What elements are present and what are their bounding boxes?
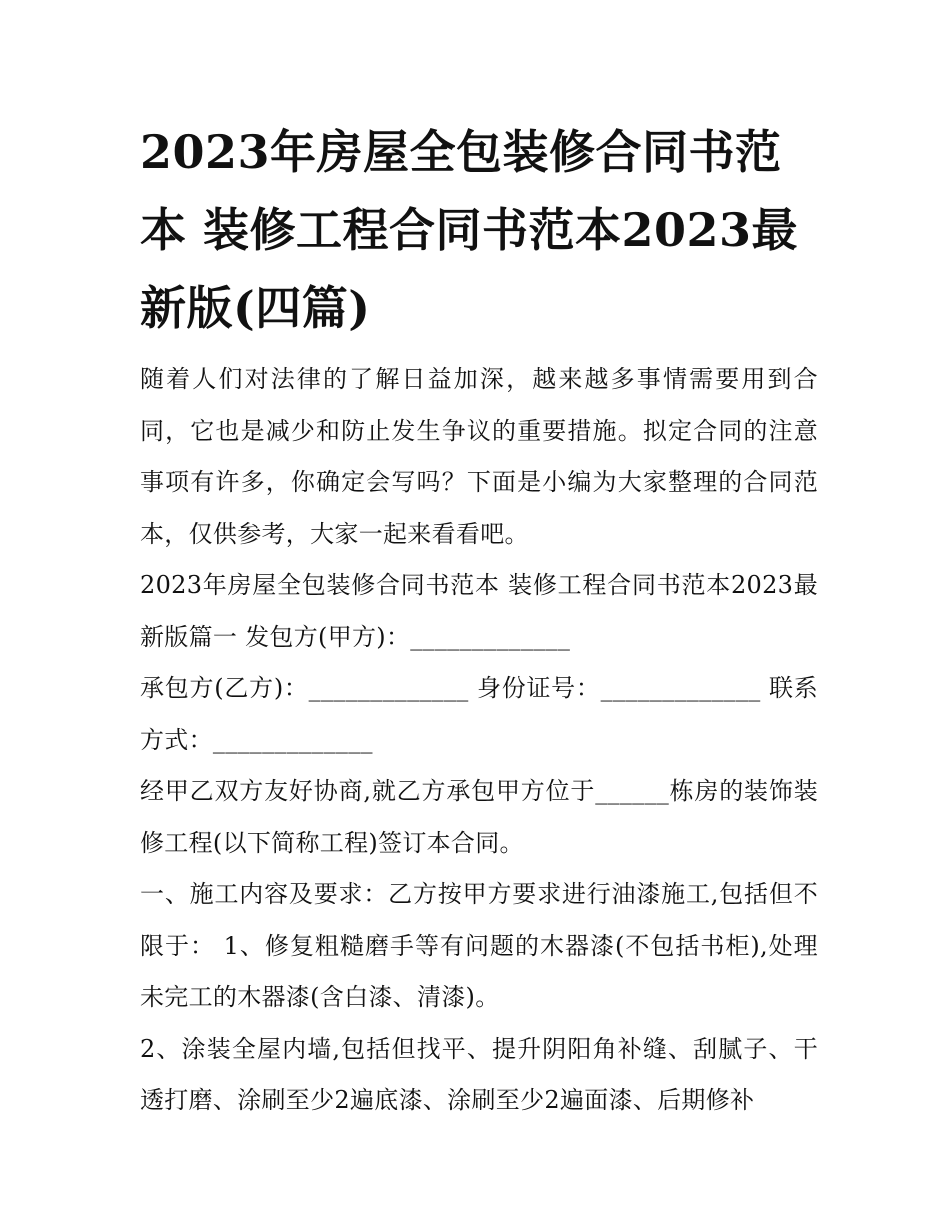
- contract-heading-paragraph: 2023年房屋全包装修合同书范本 装修工程合同书范本2023最新版篇一 发包方(甲方)：_____________: [140, 571, 818, 651]
- intro-paragraph: 随着人们对法律的了解日益加深，越来越多事情需要用到合同，它也是减少和防止发生争议的重要措施。拟定合同的注意事项有许多，你确定会写吗？下面是小编为大家整理的合同范本，仅供参考，大家一起来看看吧。: [140, 365, 818, 548]
- document-body: [140, 354, 818, 1127]
- clause-1-paragraph: 一、施工内容及要求：乙方按甲方要求进行油漆施工,包括但不限于： 1、修复粗糙磨手等有问题的木器漆(不包括书柜),处理未完工的木器漆(含白漆、清漆)。: [140, 880, 818, 1011]
- agreement-paragraph: 经甲乙双方友好协商,就乙方承包甲方位于______栋房的装饰装修工程(以下简称工程)签订本合同。: [140, 777, 818, 857]
- contractor-info-paragraph: 承包方(乙方)：_____________ 身份证号：_____________ 联系方式：_____________: [140, 674, 818, 754]
- document-title: 2023年房屋全包装修合同书范本 装修工程合同书范本2023最新版(四篇): [140, 125, 799, 335]
- clause-2-paragraph: 2、涂装全屋内墙,包括但找平、提升阴阳角补缝、刮腻子、干透打磨、涂刷至少2遍底漆、涂刷至少2遍面漆、后期修补: [140, 1034, 818, 1114]
